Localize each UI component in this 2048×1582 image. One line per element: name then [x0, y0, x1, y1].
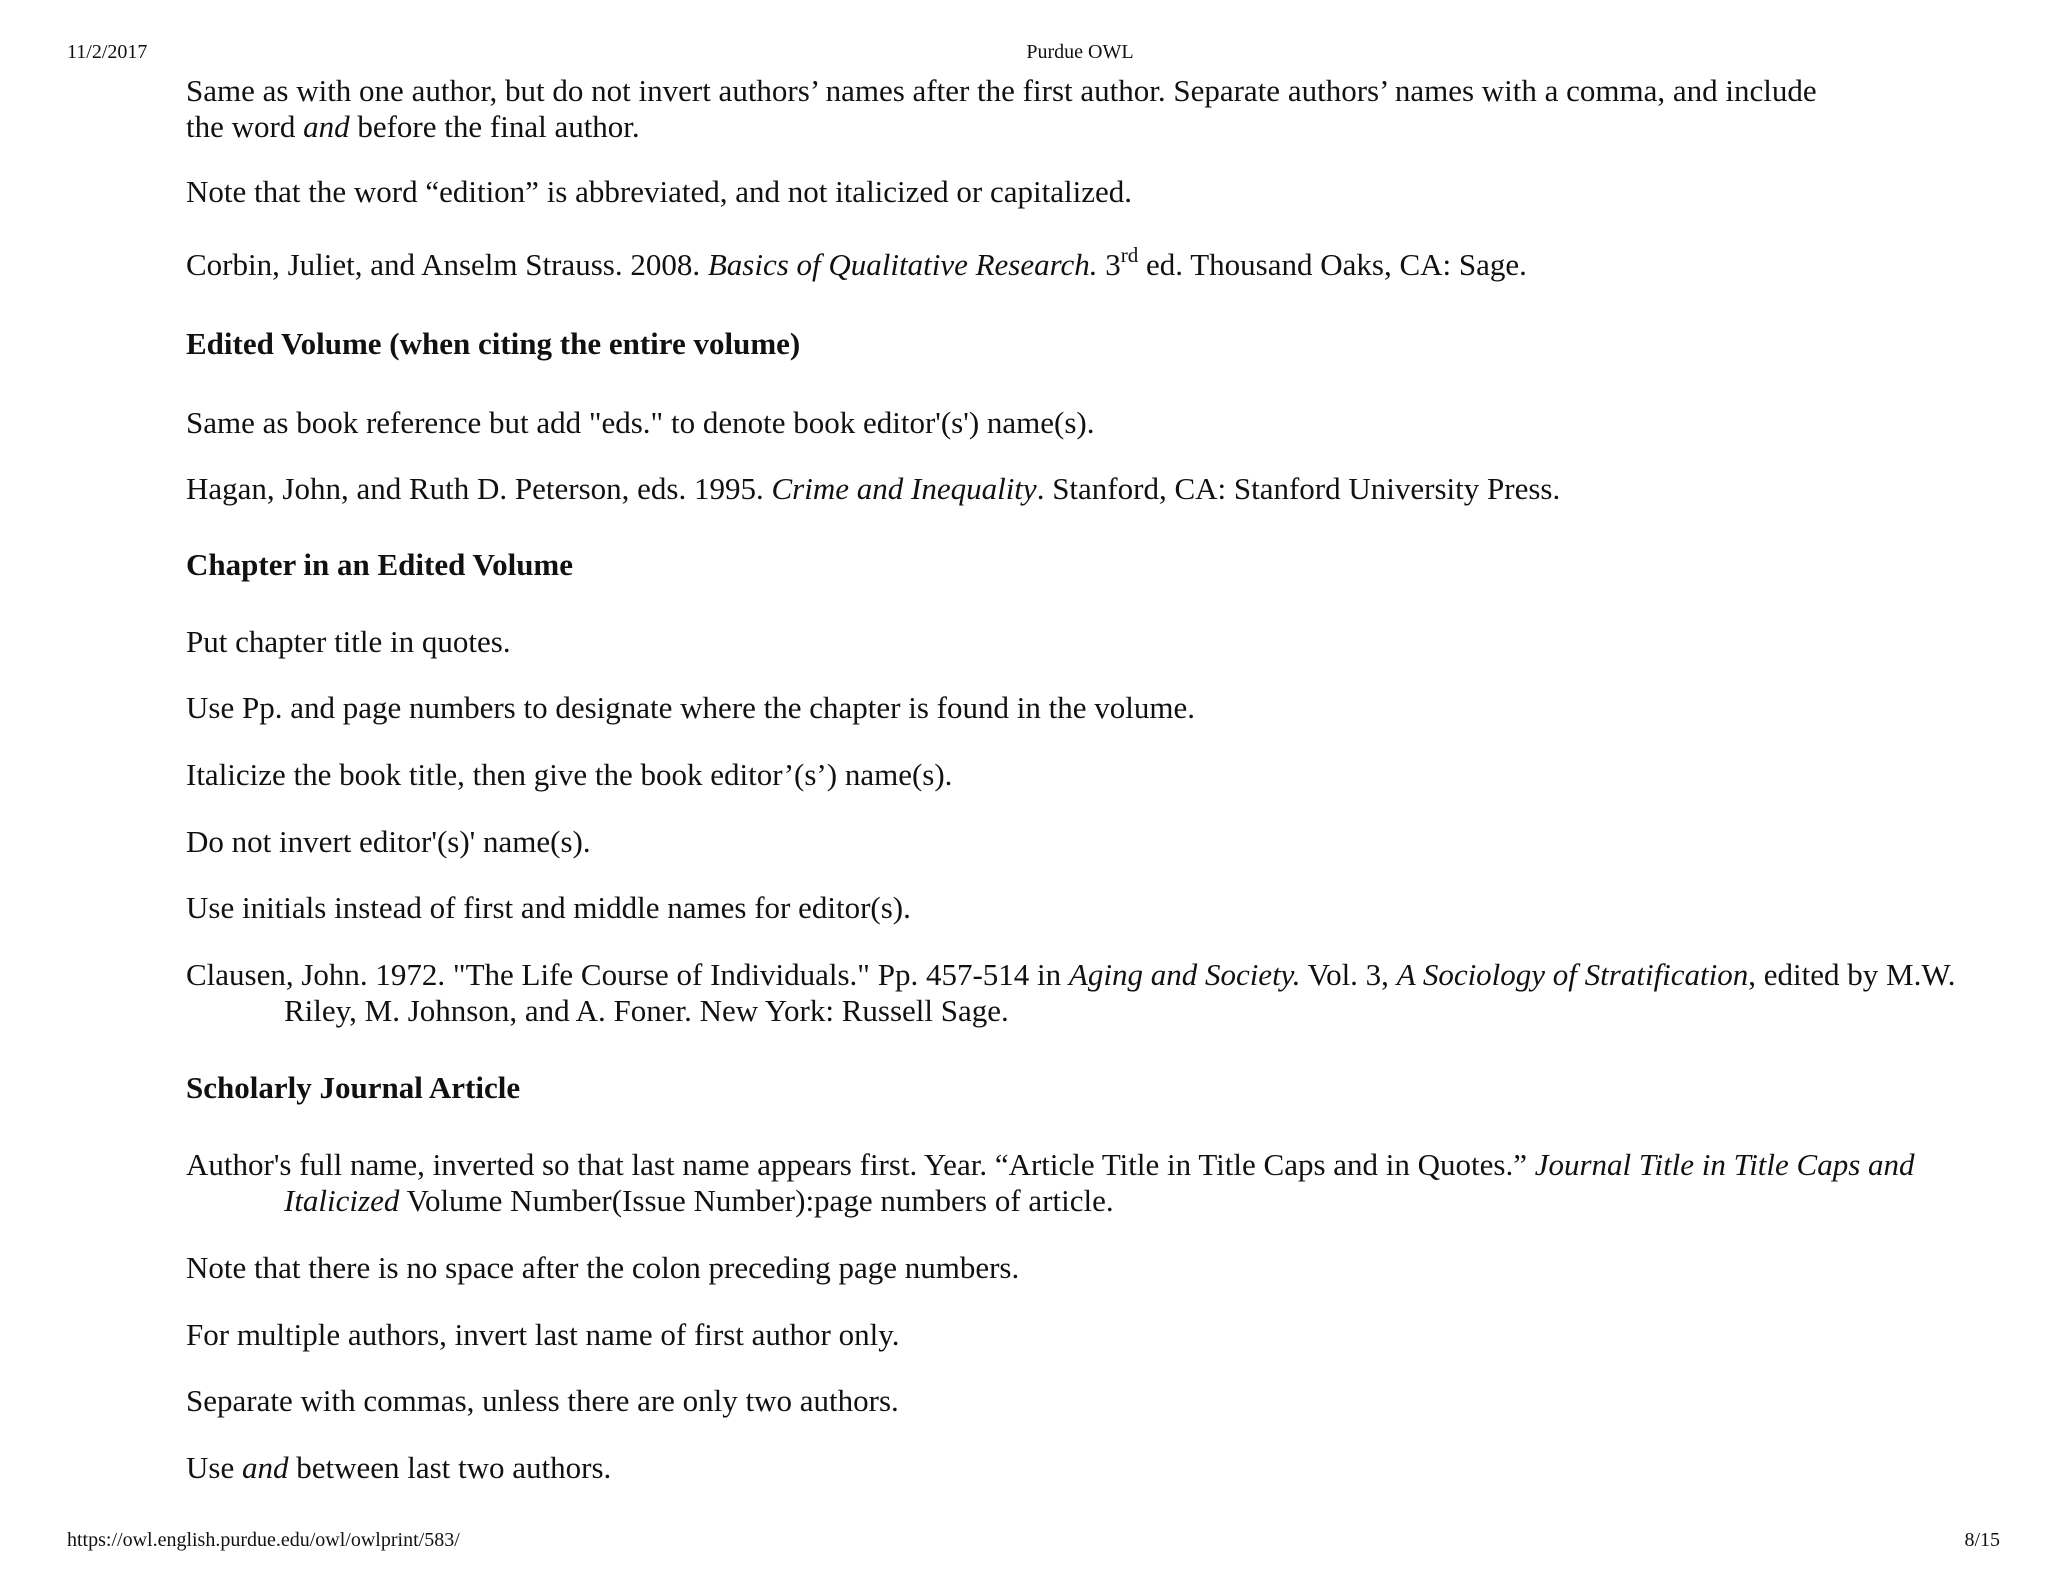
chapter-rule: Put chapter title in quotes. [186, 624, 511, 659]
edition-note: Note that the word “edition” is abbreviated, and not italicized or capitalized. [186, 174, 1132, 209]
section-heading-chapter: Chapter in an Edited Volume [186, 547, 574, 582]
print-footer-url: https://owl.english.purdue.edu/owl/owlprint/583/ [67, 1529, 460, 1551]
page-number: 8/15 [1964, 1529, 2000, 1551]
journal-rule: Note that there is no space after the colon preceding page numbers. [186, 1250, 1020, 1285]
multi-author-rule-line1: Same as with one author, but do not invert authors’ names after the first author. Separate authors’ names with a comma, and include [186, 73, 1817, 108]
print-header-title: Purdue OWL [1026, 41, 1134, 63]
chapter-rule: Italicize the book title, then give the book editor’(s’) name(s). [186, 757, 953, 792]
edited-volume-rule: Same as book reference but add "eds." to denote book editor'(s') name(s). [186, 405, 1095, 440]
print-date: 11/2/2017 [67, 41, 148, 63]
section-heading-edited-volume: Edited Volume (when citing the entire volume) [186, 326, 801, 361]
chapter-rule: Use Pp. and page numbers to designate where the chapter is found in the volume. [186, 690, 1195, 725]
citation-example-hagan: Hagan, John, and Ruth D. Peterson, eds. 1995. Crime and Inequality. Stanford, CA: Stanford University Press. [186, 471, 1561, 506]
chapter-rule: Use initials instead of first and middle names for editor(s). [186, 890, 911, 925]
section-heading-journal: Scholarly Journal Article [186, 1070, 521, 1105]
journal-rule: Separate with commas, unless there are only two authors. [186, 1383, 899, 1418]
multi-author-rule-line2: the word and before the final author. [186, 109, 640, 144]
chapter-rule: Do not invert editor'(s)' name(s). [186, 824, 591, 859]
journal-rule-last: Use and between last two authors. [186, 1450, 612, 1485]
citation-example-clausen: Clausen, John. 1972. "The Life Course of Individuals." Pp. 457-514 in Aging and Society. Vol. 3, A Sociology of Stratification, edited by M.W. Riley, M. Johnson, and A. Foner. New York: Russell Sage. [186, 957, 1956, 1028]
citation-example-corbin: Corbin, Juliet, and Anselm Strauss. 2008. Basics of Qualitative Research. 3rd ed. Thousand Oaks, CA: Sage. [186, 242, 1527, 282]
journal-rule: For multiple authors, invert last name of first author only. [186, 1317, 900, 1352]
journal-format: Author's full name, inverted so that last name appears first. Year. “Article Title in Title Caps and in Quotes.” Journal Title in Title Caps and Italicized Volume Number(Issue Number):page numbers of article. [186, 1147, 1915, 1218]
